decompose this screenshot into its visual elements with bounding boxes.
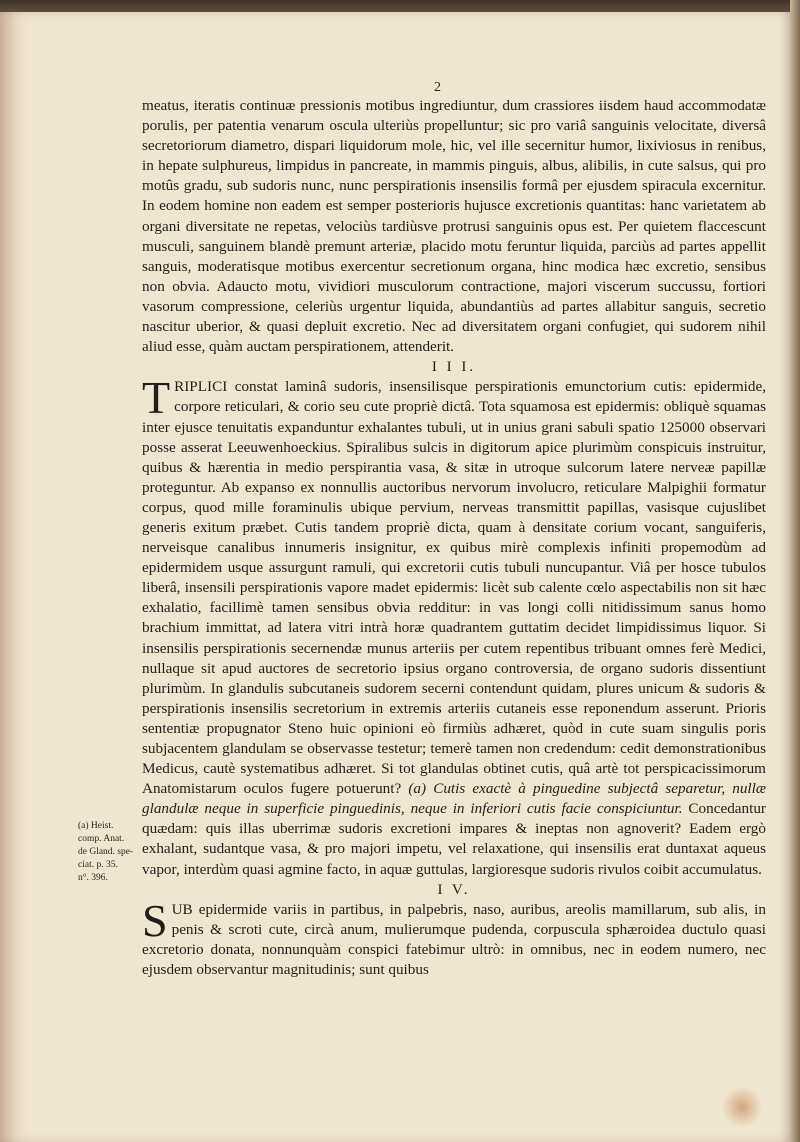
marginal-line: comp. Anat.: [78, 834, 125, 844]
marginal-citation: [78, 820, 140, 885]
paper-stain: [722, 1087, 762, 1127]
book-right-edge: [790, 0, 800, 1142]
dropcap-t: T: [142, 372, 171, 424]
lead-word: RIPLICI: [174, 378, 228, 396]
main-text-block: [142, 96, 766, 980]
paragraph-iv-text: UB epidermide variis in partibus, in palpebris, naso, auribus, areolis mamillarum, sub alis, in penis & scroti cute, circà anum, mulierumque pudenda, corpuscula sphæroidea ductulo quasi excretorio donata, nonnunquàm conspici fatebimur ultrò: in omnibus, nec in eodem numero, nec ejusdem observantur magnitudinis; sunt quibus: [142, 900, 766, 979]
marginal-line: de Gland. spe-: [78, 847, 134, 857]
dropcap-s: S: [142, 894, 168, 946]
marginal-line: (a) Heist.: [78, 821, 114, 831]
section-heading-iii: I I I.: [431, 359, 477, 376]
paragraph-section-iv: [142, 894, 766, 980]
section-heading-iv: I V.: [437, 881, 471, 898]
page-number: 2: [434, 80, 441, 95]
marginal-line: n°. 396.: [78, 873, 108, 883]
paragraph-iii-text-a: constat laminâ sudoris, insensilisque perspirationis emunctorium cutis: epidermide, corpore reticulari, & corio seu cute propriè dictâ. Tota squamosa est epidermis: obliquè squamas inter ejusce tenuitatis expanduntur exhalantes tubuli, ut in unius grani sabuli spatio 125000 observari posse asserat Leeuwenhoeckius. Spiralibus sulcis in digitorum apice plurimùm conspicuis instruitur, quibus & hærentia in medio perspirantia vasa, & sitæ in utroque sulcorum latere nerveæ papillæ proteguntur. Ab expanso ex nonnullis auctoribus nervorum involucro, reticulare Malpighii formatur corpus, quod mille foraminulis ubique pervium, nerveas transmittit papillas, vasisque cujuslibet generis exitum præbet. Cutis tandem propriè dicta, quam à densitate corium vocant, sanguiferis, nerveisque canalibus innumeris insignitur, ex quibus mirè complexis infiniti propemodùm ad epidermidem usque assurgunt ramuli, qui excretorii cutis tubuli nuncupantur. Viâ per hosce tubulos liberâ, insensili perspirationis vapore madet epidermis: licèt sub calente cœlo aspectabilis non sit hæc exhalatio, facillimè tamen sensibus obvia redditur: in vas longi colli nitidissimum sanus homo brachium immittat, ad latera vitri intrà horæ quadrantem guttatim decidet limpidissimus liquor. Si insensilis perspirationis secernendæ munus arteriis per cutem repentibus tribuant omnes ferè Medici, nullaque sit apud auctores de secretorio ipsius organo controversia, de organo sudoris dissentiunt plurimùm. In glandulis subcutaneis sudorem secerni contendunt quidam, plures unicum & sudoris & perspirationis insensilis secretorium in extremis arteriis cutaneis esse reponendum asserunt. Prioris sententiæ propugnator Steno huic opinioni eò firmiùs adhæret, quòd in cute suam singulis poris subjacentem glandulam se observasse testetur; temerè tamen non credendum: cedit demonstrationibus Medicus, cautè systematibus adhæret. Si tot glandulas obtinet cutis, quâ artè tot perspicacissimorum Anatomistarum oculos fugere potuerunt?: [142, 378, 766, 798]
paragraph-section-iii: [142, 372, 766, 879]
paragraph-continuation: meatus, iteratis continuæ pressionis motibus ingrediuntur, dum crassiores iisdem haud accommodatæ porulis, per patentia venarum oscula ulteriùs propelluntur; sic pro variâ sanguinis velocitate, diversâ secretoriorum diametro, dispari liquidorum mole, hic, vel ille secernitur humor, lixiviosus in renibus, in hepate sulphureus, limpidus in pancreate, in mammis pinguis, albus, alibilis, in cute salsus, qui pro motûs gradu, sub sudoris nunc, nunc perspirationis insensilis formâ per ejusdem spiracula excernitur. In eodem homine non eadem est semper posterioris hujusce excretionis quantitas: hanc varietatem ab organi diversitate ne repetas, velociùs tardiùsve protrusi sanguinis opus est. Per quietem flaccescunt musculi, sanguinem blandè premunt arteriæ, placido motu feruntur liquida, parciùs ad partes appellit sanguis, moderatisque motibus exercentur secretionum organa, hinc modica hæc excretio, sensibus non obvia. Adaucto motu, vividiori musculorum contractione, majori viscerum succussu, fortiori vasorum compressione, celeriùs urgentur liquida, abundantiùs ad partes allabitur sanguis, secretio nascitur uberior, & quasi depluit excretio. Nec ad diversitatem organi confugiet, qui sudorem nihil aliud esse, quàm auctam perspirationem, attenderit.: [142, 97, 766, 356]
paragraph-iii-text-b: Concedantur quædam: quis illas uberrimæ sudoris excretioni impares & ineptas non agnoverit? Eadem ergò exhalant, sudantque vasa, & pro majori impetu, vel relaxatione, qui insensilis erat duntaxat aqueus vapor, interdùm quasi agmine facto, in aquæ guttulas, largioresque sudoris rivulos coibit accumulatus.: [142, 800, 766, 878]
paragraph-iii-quotation: Cutis exactè à pinguedine subjectâ separetur, nullæ glandulæ neque in superficie pinguedinis, neque in inferiori cutis facie conspiciuntur.: [142, 780, 766, 818]
footnote-marker: (a): [408, 780, 427, 798]
marginal-line: ciat. p. 35.: [78, 860, 118, 870]
